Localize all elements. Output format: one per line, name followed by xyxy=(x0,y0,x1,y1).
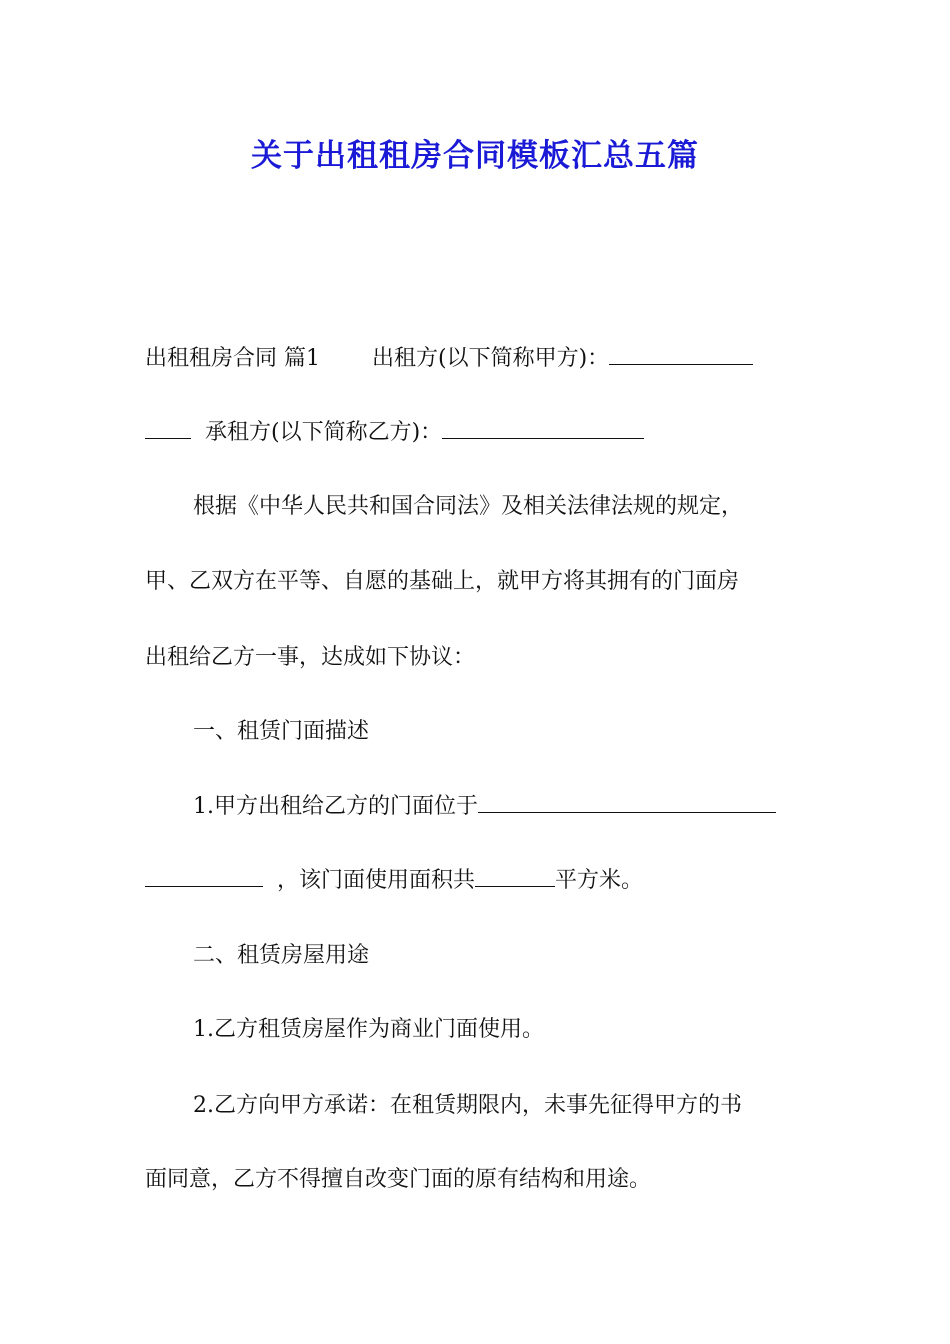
paragraph-line: 出租给乙方一事，达成如下协议： xyxy=(145,645,476,670)
clause-line: 1.乙方租赁房屋作为商业门面使用。 xyxy=(193,1017,544,1042)
document-title: 关于出租租房合同模板汇总五篇 xyxy=(251,138,699,174)
lessee-label: 承租方(以下简称乙方)： xyxy=(205,420,443,445)
location-label: 1.甲方出租给乙方的门面位于 xyxy=(193,794,478,819)
area-line xyxy=(145,866,643,896)
section-heading: 一、租赁门面描述 xyxy=(193,719,370,744)
location-blank-continued[interactable] xyxy=(145,866,263,887)
area-blank[interactable] xyxy=(475,866,555,887)
area-label: ，该门面使用面积共 xyxy=(277,868,476,893)
clause-line: 面同意，乙方不得擅自改变门面的原有结构和用途。 xyxy=(145,1167,652,1192)
location-blank[interactable] xyxy=(478,792,776,813)
clause-line xyxy=(193,792,776,822)
paragraph-line: 根据《中华人民共和国合同法》及相关法律法规的规定， xyxy=(193,494,744,519)
contract-section-label: 出租租房合同 篇1 xyxy=(145,346,320,371)
lessee-line xyxy=(145,418,644,448)
lessor-label: 出租方(以下简称甲方)： xyxy=(372,346,610,371)
lessor-blank[interactable] xyxy=(609,344,753,365)
clause-line: 2.乙方向甲方承诺：在租赁期限内，未事先征得甲方的书 xyxy=(193,1093,742,1118)
lessee-blank[interactable] xyxy=(442,418,644,439)
paragraph-line: 甲、乙双方在平等、自愿的基础上，就甲方将其拥有的门面房 xyxy=(145,569,740,594)
area-unit: 平方米。 xyxy=(555,868,644,893)
lessor-blank-continued[interactable] xyxy=(145,418,191,439)
section-heading: 二、租赁房屋用途 xyxy=(193,943,370,968)
contract-heading-line xyxy=(145,344,753,374)
